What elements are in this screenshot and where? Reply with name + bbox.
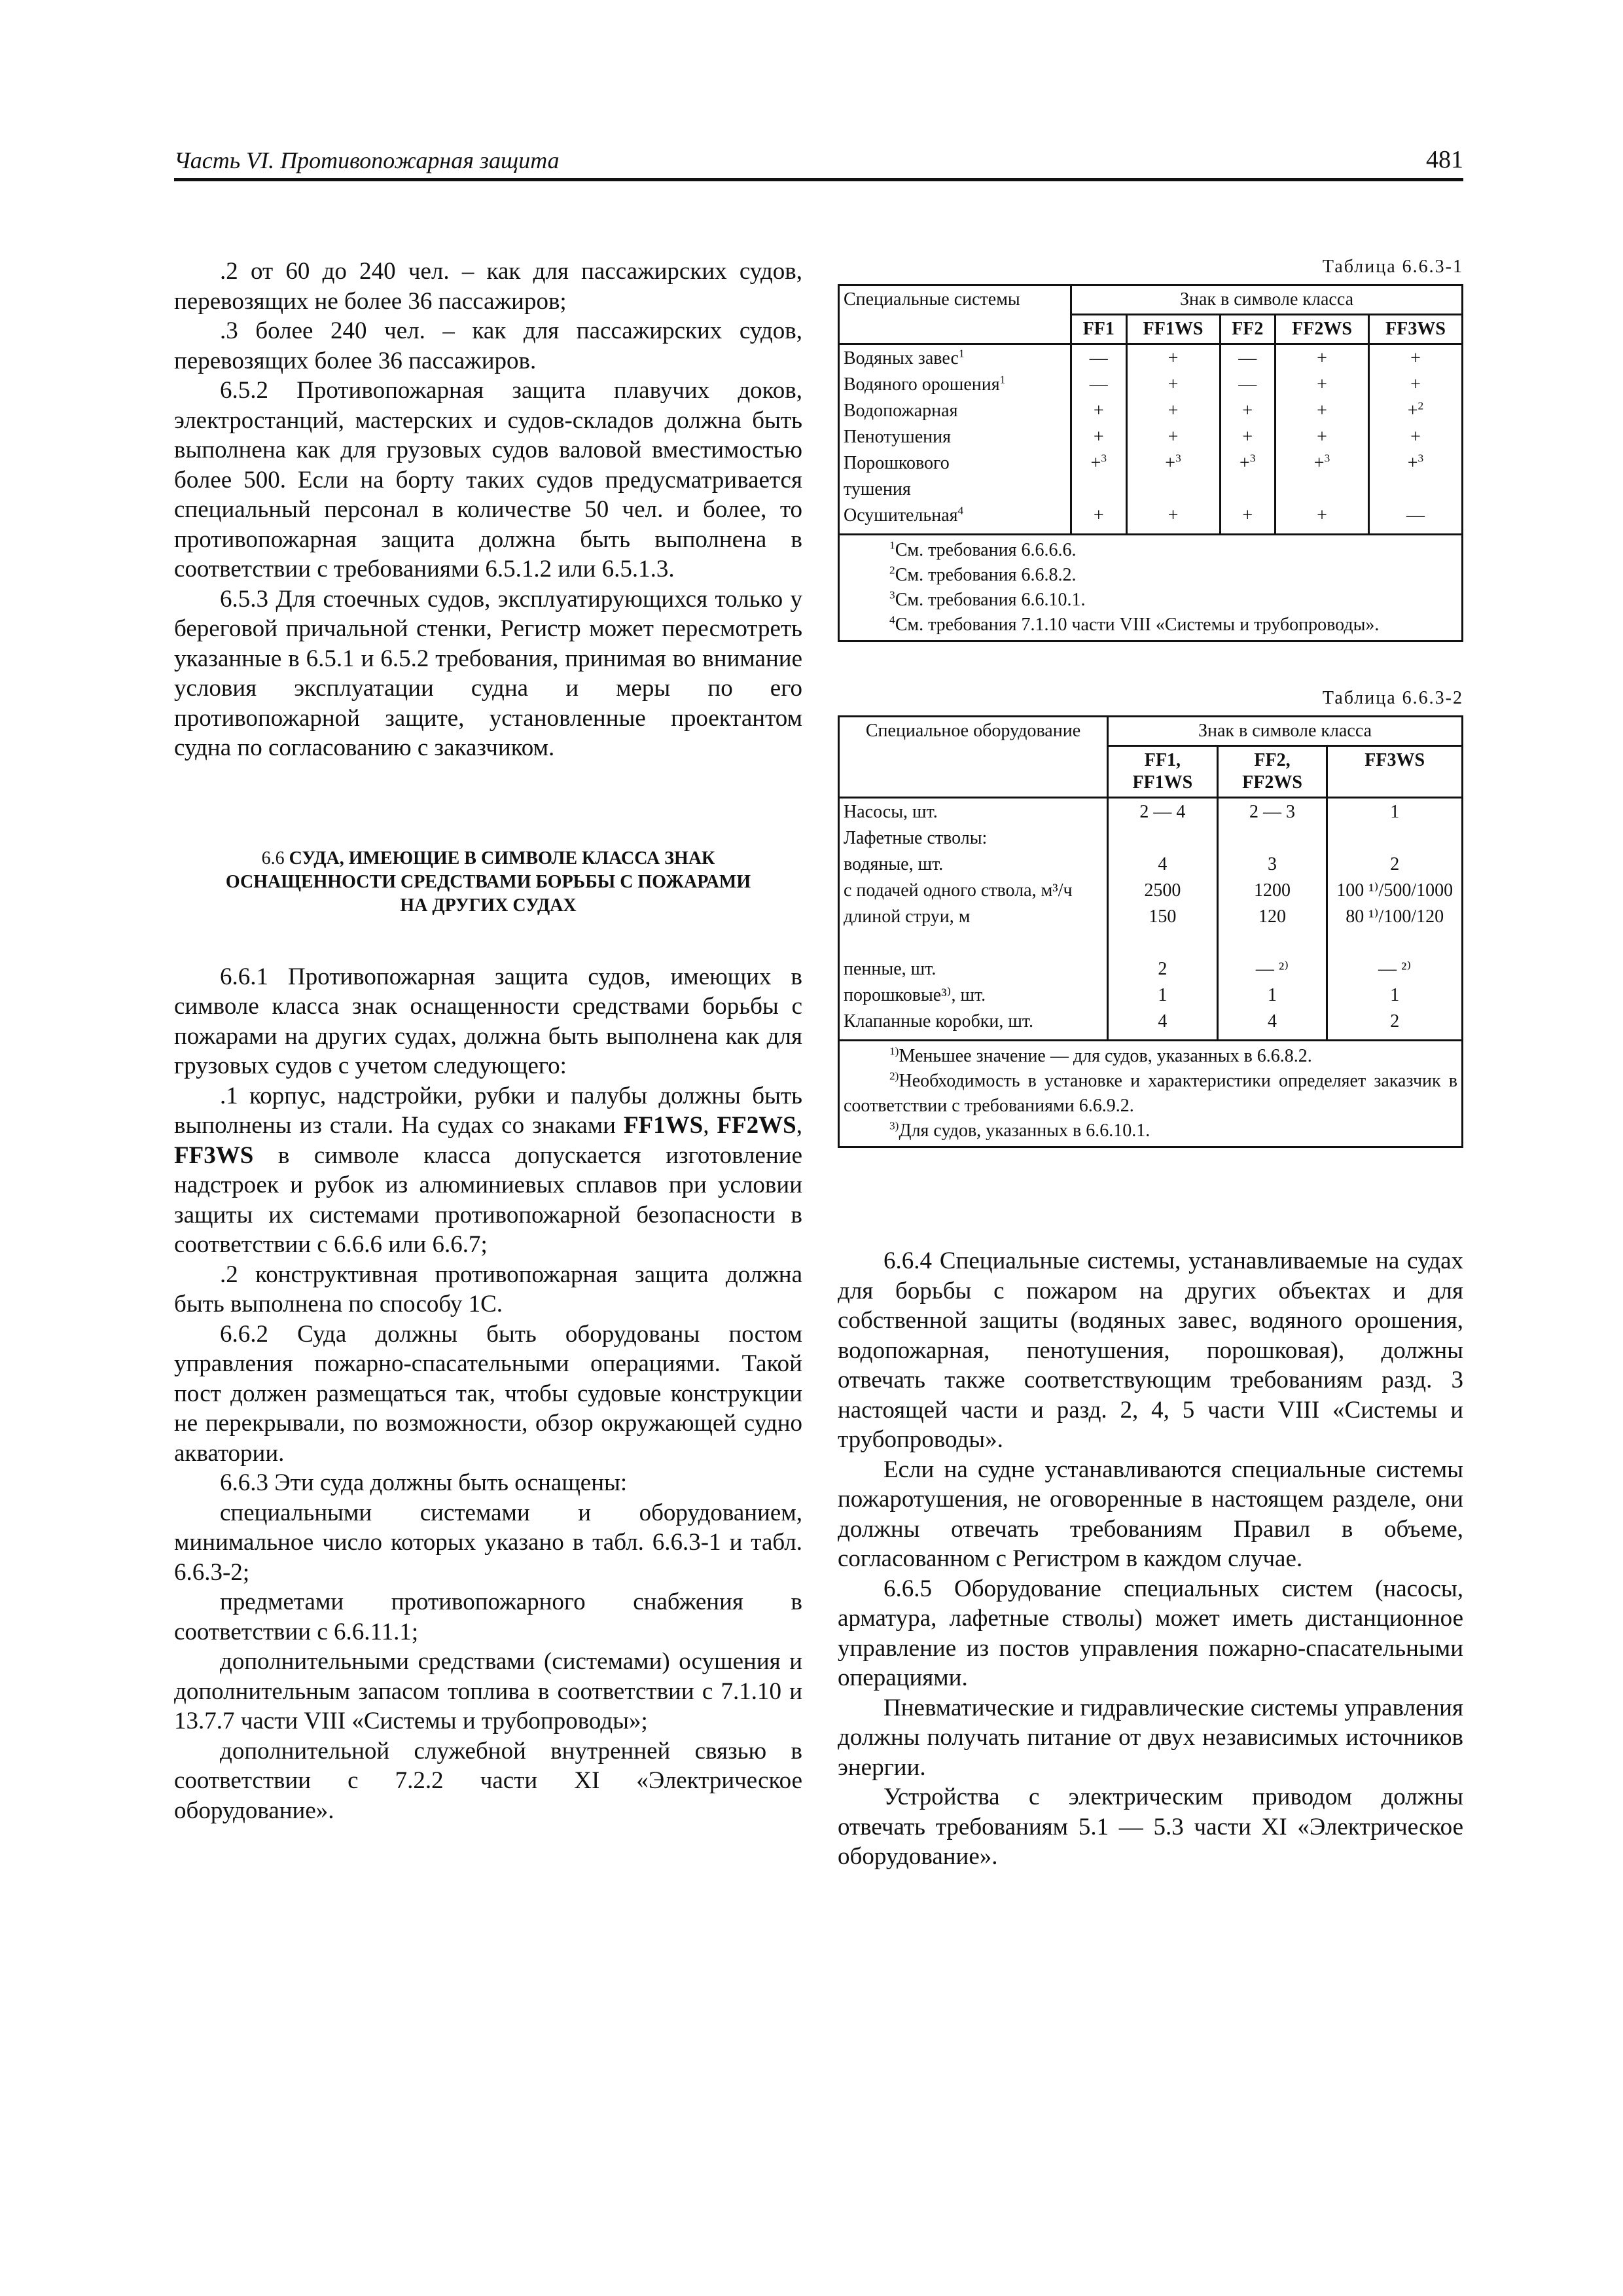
footnote-ref: 3	[1249, 452, 1256, 465]
table-header: Знак в символе класса	[1071, 285, 1463, 315]
cell-value	[1076, 374, 1122, 400]
table-note	[844, 1119, 1457, 1143]
value-text: +	[1168, 348, 1179, 368]
label-text: Водопожарная	[844, 401, 958, 421]
paragraph: дополнительной служебной внутренней связью в соответствии с 7.2.2 части XI «Электрическое оборудование».	[174, 1737, 802, 1824]
cell-value	[1225, 348, 1271, 374]
column-header: FF1, FF1WS	[1108, 746, 1218, 798]
footnote-ref: 3	[1175, 452, 1181, 465]
cell-value: 2500	[1144, 880, 1181, 901]
page-header	[174, 144, 1463, 181]
row-label: пенные, шт.	[844, 959, 936, 979]
footnote-ref: 1	[958, 347, 965, 360]
cell-value	[1225, 400, 1271, 426]
footnote-ref: 1	[999, 373, 1006, 386]
note-text: См. требования 6.6.8.2.	[895, 565, 1077, 585]
row-label: Лафетные стволы:	[844, 828, 988, 848]
value-text: +	[1165, 453, 1176, 473]
row-label: порошковые³⁾, шт.	[844, 985, 986, 1005]
row-label	[844, 400, 1066, 426]
column-header: FF2WS	[1275, 315, 1369, 344]
text: .1 корпус, надстройки, рубки и палубы должны быть выполнены из стали. На судах со знаками	[174, 1082, 802, 1139]
text: ,	[796, 1112, 803, 1139]
running-title: Часть VI. Противопожарная защита	[174, 147, 560, 173]
cell-value	[1374, 452, 1457, 478]
cell-value: 150	[1149, 906, 1177, 927]
cell-value: 4	[1158, 1011, 1168, 1031]
value-column	[1126, 344, 1220, 535]
paragraph: .3 более 240 чел. – как для пассажирских судов, перевозящих более 36 пассажиров.	[174, 317, 802, 374]
paragraph: 6.6.5 Оборудование специальных систем (насосы, арматура, лафетные стволы) может иметь дистанционное управление из постов управления пожарно-спасательными операциями.	[838, 1575, 1463, 1691]
cell-value	[1374, 505, 1457, 531]
text: ,	[703, 1112, 717, 1139]
cell-value	[1222, 827, 1323, 853]
paragraph: 6.6.3 Эти суда должны быть оснащены:	[220, 1469, 628, 1496]
column-header: FF3WS	[1369, 315, 1463, 344]
footnote-mark: 3)	[889, 1119, 899, 1132]
label-text: тушения	[844, 479, 911, 499]
note-text: Для судов, указанных в 6.6.10.1.	[899, 1121, 1150, 1141]
paragraph: .2 конструктивная противопожарная защита должна быть выполнена по способу 1С.	[174, 1261, 802, 1318]
value-text: +	[1093, 505, 1104, 526]
cell-value	[1332, 827, 1457, 853]
column-header: FF1WS	[1126, 315, 1220, 344]
footnote-ref: 3	[1101, 452, 1107, 465]
cell-value	[1374, 478, 1457, 505]
row-label: водяные, шт.	[844, 854, 944, 874]
label-text: Водяных завес	[844, 348, 959, 368]
footnote-ref: 3	[1418, 452, 1424, 465]
value-text: +	[1317, 505, 1327, 526]
value-text: +	[1168, 427, 1179, 447]
table-header: Знак в символе класса	[1108, 717, 1463, 746]
cell-value: 100 ¹⁾/500/1000	[1336, 880, 1454, 901]
paragraph: Пневматические и гидравлические системы управления должны получать питание от двух независимых источников энергии.	[838, 1694, 1463, 1781]
paragraph: 6.5.2 Противопожарная защита плавучих доков, электростанций, мастерских и судов-складов должна быть выполнена как для грузовых судов валовой вместимостью более 500. Если на борту таких судов предусматривается специальный персонал в количестве 50 чел. и более, то противопожарная защита должна быть выполнена в соответствии с требованиями 6.5.1.2 или 6.5.1.3.	[174, 377, 802, 583]
row-labels	[839, 344, 1071, 535]
cell-value: 3	[1268, 854, 1277, 874]
value-text: +	[1168, 374, 1179, 395]
row-label: длиной струи, м	[844, 906, 971, 927]
table-special-systems	[838, 284, 1463, 642]
footnote-mark: 2	[889, 564, 895, 577]
class-sign: FF3WS	[174, 1141, 254, 1169]
note-text: Меньшее значение — для судов, указанных в 6.6.8.2.	[899, 1046, 1312, 1066]
left-column	[174, 257, 802, 1825]
cell-value: 2	[1158, 959, 1168, 979]
value-text: +	[1410, 374, 1421, 395]
table-special-equipment	[838, 715, 1463, 1148]
cell-value	[1280, 452, 1364, 478]
value-text: +	[1317, 427, 1327, 447]
cell-value	[1280, 374, 1364, 400]
cell-value	[1374, 400, 1457, 426]
row-label	[844, 374, 1066, 400]
cell-value	[1225, 452, 1271, 478]
table-header: Специальное оборудование	[839, 717, 1108, 798]
note-text: Необходимость в установке и характеристики определяет заказчик в соответствии с требованиями 6.6.9.2.	[844, 1071, 1457, 1116]
footnote-mark: 1	[889, 539, 895, 552]
cell-value: 1	[1390, 985, 1400, 1005]
value-text: +	[1168, 401, 1179, 421]
heading-line: ОСНАЩЕННОСТИ СРЕДСТВАМИ БОРЬБЫ С ПОЖАРАМИ	[225, 871, 751, 892]
column-header: FF2	[1220, 315, 1275, 344]
cell-value	[1374, 348, 1457, 374]
column-header: FF2, FF2WS	[1217, 746, 1327, 798]
cell-value	[1076, 426, 1122, 452]
footnote-mark: 4	[889, 613, 895, 626]
value-text: +	[1317, 374, 1327, 395]
value-text: —	[1089, 348, 1108, 368]
value-column	[1327, 798, 1463, 1041]
footnote-mark: 1)	[889, 1045, 899, 1058]
cell-value: — ²⁾	[1255, 959, 1289, 979]
class-sign: FF1WS	[623, 1112, 704, 1139]
paragraph	[174, 1081, 802, 1260]
label-text: Осушительная	[844, 505, 958, 526]
cell-value	[1132, 505, 1215, 531]
cell-value	[1280, 400, 1364, 426]
cell-value: 4	[1268, 1011, 1277, 1031]
table-note	[844, 538, 1457, 563]
value-text: +	[1090, 453, 1101, 473]
footnote-ref: 4	[957, 504, 964, 517]
cell-value	[1280, 348, 1364, 374]
row-label: Насосы, шт.	[844, 802, 938, 822]
table-header: Специальные системы	[839, 285, 1071, 344]
value-text: +	[1242, 427, 1253, 447]
cell-value	[1225, 478, 1271, 505]
section-heading	[174, 847, 802, 918]
label-text: Порошкового	[844, 453, 950, 473]
cell-value: 2	[1390, 1011, 1400, 1031]
value-column	[1220, 344, 1275, 535]
table-notes	[839, 535, 1463, 641]
value-column	[1369, 344, 1463, 535]
cell-value	[1225, 374, 1271, 400]
cell-value	[1132, 374, 1215, 400]
cell-value	[1280, 478, 1364, 505]
value-text: +	[1242, 401, 1253, 421]
label-text: Водяного орошения	[844, 374, 1000, 395]
value-column	[1217, 798, 1327, 1041]
table-note	[844, 588, 1457, 613]
cell-value: 80 ¹⁾/100/120	[1346, 906, 1444, 927]
footnote-ref: 2	[1418, 399, 1424, 412]
cell-value	[1132, 452, 1215, 478]
value-text: +	[1407, 453, 1418, 473]
value-text: +	[1242, 505, 1253, 526]
note-text: См. требования 6.6.10.1.	[895, 590, 1086, 610]
table-note	[844, 563, 1457, 588]
value-text: +	[1317, 348, 1327, 368]
row-label	[844, 932, 1103, 958]
footnote-mark: 3	[889, 588, 895, 601]
cell-value	[1076, 348, 1122, 374]
row-labels	[839, 798, 1108, 1041]
cell-value	[1132, 400, 1215, 426]
value-column	[1071, 344, 1127, 535]
table-note	[844, 1044, 1457, 1069]
cell-value	[1132, 478, 1215, 505]
cell-value	[1113, 932, 1213, 958]
table-note	[844, 1069, 1457, 1119]
row-label	[844, 452, 1066, 478]
value-text: +	[1240, 453, 1250, 473]
paragraph: специальными системами и оборудованием, минимальное число которых указано в табл. 6.6.3-1 и табл. 6.6.3-2;	[174, 1499, 802, 1586]
cell-value: — ²⁾	[1378, 959, 1412, 979]
paragraph: дополнительными средствами (системами) осушения и дополнительным запасом топлива в соответствии с 7.1.10 и 13.7.7 части VIII «Системы и трубопроводы»;	[174, 1648, 802, 1734]
value-text: +	[1093, 401, 1104, 421]
value-text: +	[1410, 348, 1421, 368]
value-text: —	[1238, 374, 1257, 395]
row-label: с подачей одного ствола, м³/ч	[844, 880, 1073, 901]
value-text: +	[1093, 427, 1104, 447]
value-text: +	[1410, 427, 1421, 447]
right-column	[838, 257, 1463, 1872]
cell-value	[1076, 400, 1122, 426]
paragraph: 6.5.3 Для стоечных судов, эксплуатирующихся только у береговой причальной стенки, Регистр может пересмотреть указанные в 6.5.1 и 6.5.2 требования, принимая во внимание условия эксплуатации судна и меры по его противопожарной защите, установленные проектантом судна по согласованию с заказчиком.	[174, 585, 802, 761]
class-sign: FF2WS	[717, 1112, 796, 1139]
cell-value: 4	[1158, 854, 1168, 874]
value-text: —	[1406, 505, 1425, 526]
table-caption: Таблица 6.6.3-1	[1322, 257, 1463, 277]
paragraph: 6.6.2 Суда должны быть оборудованы постом управления пожарно-спасательными операциями. Такой пост должен размещаться так, чтобы судовые конструкции не перекрывали, по возможности, обзор окружающей судно акватории.	[174, 1320, 802, 1467]
row-label	[844, 348, 1066, 374]
value-text: +	[1168, 505, 1179, 526]
cell-value: 1	[1158, 985, 1168, 1005]
cell-value: 120	[1258, 906, 1287, 927]
cell-value	[1374, 374, 1457, 400]
section-number: 6.6	[261, 848, 285, 869]
paragraph: Если на судне устанавливаются специальные системы пожаротушения, не оговоренные в настоящем разделе, они должны отвечать требованиям Правил в объеме, согласованном с Регистром в каждом случае.	[838, 1456, 1463, 1572]
row-label	[844, 478, 1066, 505]
row-label	[844, 505, 1066, 531]
row-label	[844, 426, 1066, 452]
paragraph: 6.6.4 Специальные системы, устанавливаемые на судах для борьбы с пожаром на других объектах и для собственной защиты (водяных завес, водяного орошения, водопожарная, пенотушения, порошковая), должны отвечать также соответствующим требованиям разд. 3 настоящей части и разд. 2, 4, 5 части VIII «Системы и трубопроводы».	[838, 1247, 1463, 1453]
cell-value: 2	[1390, 854, 1400, 874]
cell-value	[1374, 426, 1457, 452]
cell-value	[1132, 348, 1215, 374]
footnote-ref: 3	[1324, 452, 1330, 465]
paragraph: предметами противопожарного снабжения в соответствии с 6.6.11.1;	[174, 1588, 802, 1645]
cell-value: 1	[1268, 985, 1277, 1005]
note-text: См. требования 6.6.6.6.	[895, 540, 1077, 560]
column-header: FF1	[1071, 315, 1127, 344]
cell-value	[1132, 426, 1215, 452]
column-header: FF3WS	[1327, 746, 1463, 798]
paragraph: .2 от 60 до 240 чел. – как для пассажирских судов, перевозящих не более 36 пассажиров;	[174, 258, 802, 315]
text: в символе класса допускается изготовление надстроек и рубок из алюминиевых сплавов при условии защиты их системами противопожарной безопасности в соответствии с 6.6.6 или 6.6.7;	[174, 1141, 802, 1258]
cell-value	[1076, 452, 1122, 478]
paragraph: Устройства с электрическим приводом должны отвечать требованиям 5.1 — 5.3 части XI «Электрическое оборудование».	[838, 1784, 1463, 1870]
cell-value	[1280, 505, 1364, 531]
table-caption: Таблица 6.6.3-2	[1322, 688, 1463, 708]
cell-value	[1225, 426, 1271, 452]
value-column	[1108, 798, 1218, 1041]
row-label: Клапанные коробки, шт.	[844, 1011, 1034, 1031]
heading-line: НА ДРУГИХ СУДАХ	[400, 895, 577, 916]
cell-value	[1076, 478, 1122, 505]
value-text: +	[1407, 401, 1418, 421]
cell-value	[1332, 932, 1457, 958]
cell-value	[1113, 827, 1213, 853]
cell-value: 1200	[1254, 880, 1291, 901]
table-notes	[839, 1041, 1463, 1147]
cell-value	[1222, 932, 1323, 958]
note-text: См. требования 7.1.10 части VIII «Системы и трубопроводы».	[895, 615, 1380, 635]
value-text: +	[1317, 401, 1327, 421]
cell-value: 1	[1390, 802, 1400, 822]
cell-value: 2 — 4	[1139, 802, 1186, 822]
cell-value	[1280, 426, 1364, 452]
cell-value	[1225, 505, 1271, 531]
table-note	[844, 613, 1457, 637]
cell-value: 2 — 3	[1249, 802, 1296, 822]
paragraph: 6.6.1 Противопожарная защита судов, имеющих в символе класса знак оснащенности средствами борьбы с пожарами на других судах, должна быть выполнена как для грузовых судов с учетом следующего:	[174, 963, 802, 1079]
value-text: +	[1313, 453, 1325, 473]
label-text: Пенотушения	[844, 427, 951, 447]
value-column	[1275, 344, 1369, 535]
heading-line: СУДА, ИМЕЮЩИЕ В СИМВОЛЕ КЛАССА ЗНАК	[289, 848, 715, 869]
value-text: —	[1238, 348, 1257, 368]
cell-value	[1076, 505, 1122, 531]
page-number: 481	[1426, 146, 1463, 173]
footnote-mark: 2)	[889, 1069, 899, 1083]
value-text: —	[1089, 374, 1108, 395]
